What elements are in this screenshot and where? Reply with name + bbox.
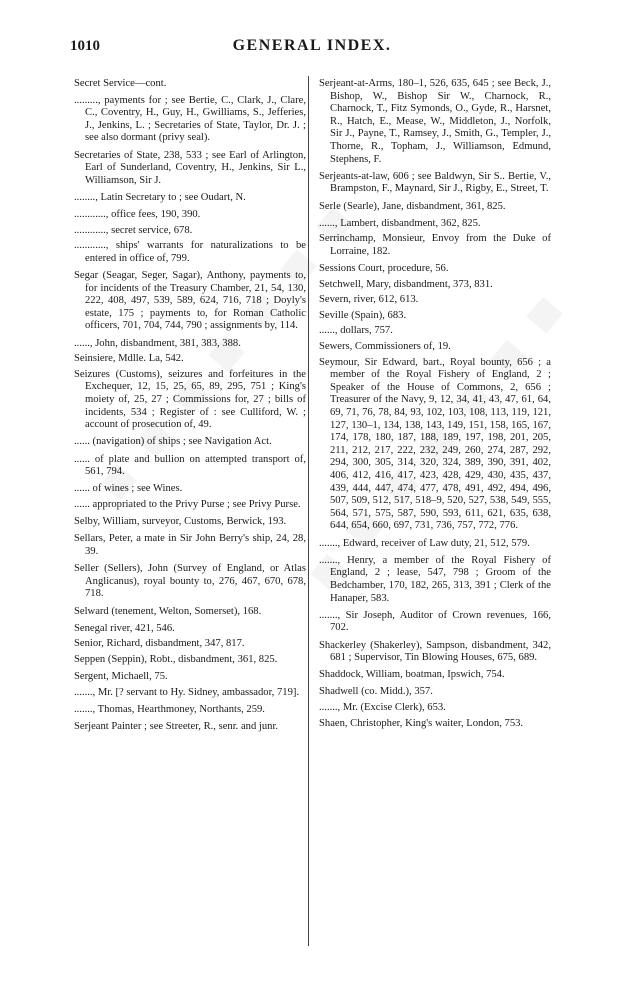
index-entry: Seppen (Seppin), Robt., disbandment, 361, 825. (74, 653, 278, 665)
index-entry: Selby, William, surveyor, Customs, Berwick, 193. (74, 516, 287, 528)
index-entry: Sessions Court, procedure, 56. (319, 263, 449, 275)
index-entry: Sewers, Commissioners of, 19. (319, 341, 451, 353)
index-entry: Selward (tenement, Welton, Somerset), 168. (74, 605, 262, 617)
index-entry: ......., Edward, receiver of Law duty, 21, 512, 579. (319, 537, 530, 549)
index-entry: ...... appropriated to the Privy Purse ; see Privy Purse. (74, 498, 301, 510)
index-entry: ......., Mr. [? servant to Hy. Sidney, ambassador, 719]. (74, 686, 300, 698)
index-entry: Severn, river, 612, 613. (319, 294, 419, 306)
index-column-left (74, 78, 306, 738)
page-title: GENERAL INDEX. (232, 37, 392, 54)
index-column-right (319, 78, 551, 735)
page-number: 1010 (70, 38, 100, 54)
index-entry: Setchwell, Mary, disbandment, 373, 831. (319, 278, 493, 290)
index-entry: Segar (Seagar, Seger, Sagar), Anthony, payments to, for incidents of the Treasury Chamber, 21, 54, 130, 222, 408, 497, 539, 589, 624, 716, 718 ; Doyly's estate, 175 ; payments to, for Roman Catholic officers, 701, 704, 744, 790 ; assignments by, 114. (74, 270, 306, 332)
index-entry: ......., Thomas, Hearthmoney, Northants, 259. (74, 703, 265, 715)
index-entry: Serjeant Painter ; see Streeter, R., senr. and junr. (74, 721, 279, 733)
index-entry: ............, office fees, 190, 390. (74, 209, 201, 221)
index-entry: ........, Latin Secretary to ; see Oudart, N. (74, 191, 246, 203)
index-entry: ...... of wines ; see Wines. (74, 483, 183, 495)
index-entry: ......., Mr. (Excise Clerk), 653. (319, 702, 446, 714)
index-entry: Serle (Searle), Jane, disbandment, 361, 825. (319, 200, 506, 212)
index-entry: Seymour, Sir Edward, bart., Royal bounty, 656 ; a member of the Royal Fishery of England, 2 ; Speaker of the House of Commons, 2, 656 ; Treasurer of the Navy, 9, 12, 34, 41, 43, 47, 61, 64, 69, 71, 76, 78, 84, 93, 102, 103, 108, 113, 119, 121, 127, 130–1, 134, 138, 143, 149, 151, 158, 165, 167, 174, 178, 180, 187, 188, 189, 197, 198, 201, 205, 211, 212, 217, 222, 232, 249, 260, 274, 287, 292, 294, 300, 305, 314, 320, 324, 389, 390, 391, 402, 406, 412, 416, 417, 423, 428, 429, 430, 435, 437, 439, 444, 447, 474, 477, 478, 491, 492, 494, 496, 507, 509, 512, 517, 518–9, 520, 527, 538, 549, 555, 564, 571, 575, 587, 590, 593, 611, 621, 635, 638, 644, 654, 660, 697, 731, 736, 757, 772, 776. (319, 356, 551, 532)
index-entry: ......., Sir Joseph, Auditor of Crown revenues, 166, 702. (319, 609, 551, 634)
index-entry: Seinsiere, Mdlle. La, 542. (74, 353, 184, 365)
index-entry: Secretaries of State, 238, 533 ; see Earl of Arlington, Earl of Sunderland, Coventry, H., Jenkins, Sir L., Williamson, Sir J. (74, 149, 306, 186)
index-entry: Shackerley (Shakerley), Sampson, disbandment, 342, 681 ; Supervisor, Tin Blowing Houses, 675, 689. (319, 639, 551, 664)
index-entry: ...... of plate and bullion on attempted transport of, 561, 794. (74, 453, 306, 478)
index-entry: ......., Henry, a member of the Royal Fishery of England, 2 ; lease, 547, 798 ; Groom of the Bedchamber, 170, 182, 265, 313, 391 ; Clerk of the Hanaper, 583. (319, 554, 551, 604)
index-entry: Seller (Sellers), John (Survey of England, or Atlas Anglicanus), royal bounty to, 276, 467, 670, 678, 718. (74, 563, 306, 600)
index-entry: ...... (navigation) of ships ; see Navigation Act. (74, 436, 272, 448)
index-entry: ........., payments for ; see Bertie, C., Clark, J., Clare, C., Coventry, H., Guy, H., Gwilliams, S., Jefferies, J., Jenkins, L. ; Secretaries of State, Taylor, Dr. J. ; see also dormant (privy seal). (74, 94, 306, 144)
index-entry: Seville (Spain), 683. (319, 309, 407, 321)
index-entry: Senior, Richard, disbandment, 347, 817. (74, 638, 245, 650)
column-divider (308, 76, 309, 946)
index-entry: ............, ships' warrants for naturalizations to be entered in office of, 799. (74, 240, 306, 264)
index-entry: ............, secret service, 678. (74, 224, 193, 236)
index-entry: ......, Lambert, disbandment, 362, 825. (319, 217, 481, 229)
index-entry: Sergent, Michaell, 75. (74, 671, 168, 683)
index-entry: Sellars, Peter, a mate in Sir John Berry's ship, 24, 28, 39. (74, 533, 306, 557)
index-entry: Shaen, Christopher, King's waiter, London, 753. (319, 717, 524, 729)
index-entry: Shadwell (co. Midd.), 357. (319, 686, 433, 698)
index-entry: Serrinchamp, Monsieur, Envoy from the Duke of Lorraine, 182. (319, 233, 551, 257)
index-entry: ......, dollars, 757. (319, 325, 393, 337)
index-entry: Secret Service—cont. (74, 78, 167, 89)
index-entry: Serjeants-at-law, 606 ; see Baldwyn, Sir S.. Bertie, V., Brampston, F., Maynard, Sir J., Rigby, E., Street, T. (319, 170, 551, 195)
index-entry: ......, John, disbandment, 381, 383, 388. (74, 337, 241, 349)
index-entry: Senegal river, 421, 546. (74, 622, 175, 634)
index-entry: Serjeant-at-Arms, 180–1, 526, 635, 645 ; see Beck, J., Bishop, W., Bishop Sir W., Charnock, R., Charnock, T., Fitz Symonds, O., Gyde, R., Harsnet, R., Hatch, E., Mease, W., Middleton, J., Norfolk, Sir J., Payne, T., Ramsey, J., Smith, G., Templer, J., Thorne, R., Topham, J., Williamson, Edmund, Stephens, F. (319, 78, 551, 165)
index-entry: Seizures (Customs), seizures and forfeitures in the Exchequer, 12, 15, 25, 65, 89, 295, 751 ; King's moiety of, 25, 27 ; Commissions for, 27 ; bills of incidents, 534 ; Register of : see Culliford, W. ; account of prosecution of, 49. (74, 368, 306, 431)
index-entry: Shaddock, William, boatman, Ipswich, 754. (319, 669, 505, 681)
